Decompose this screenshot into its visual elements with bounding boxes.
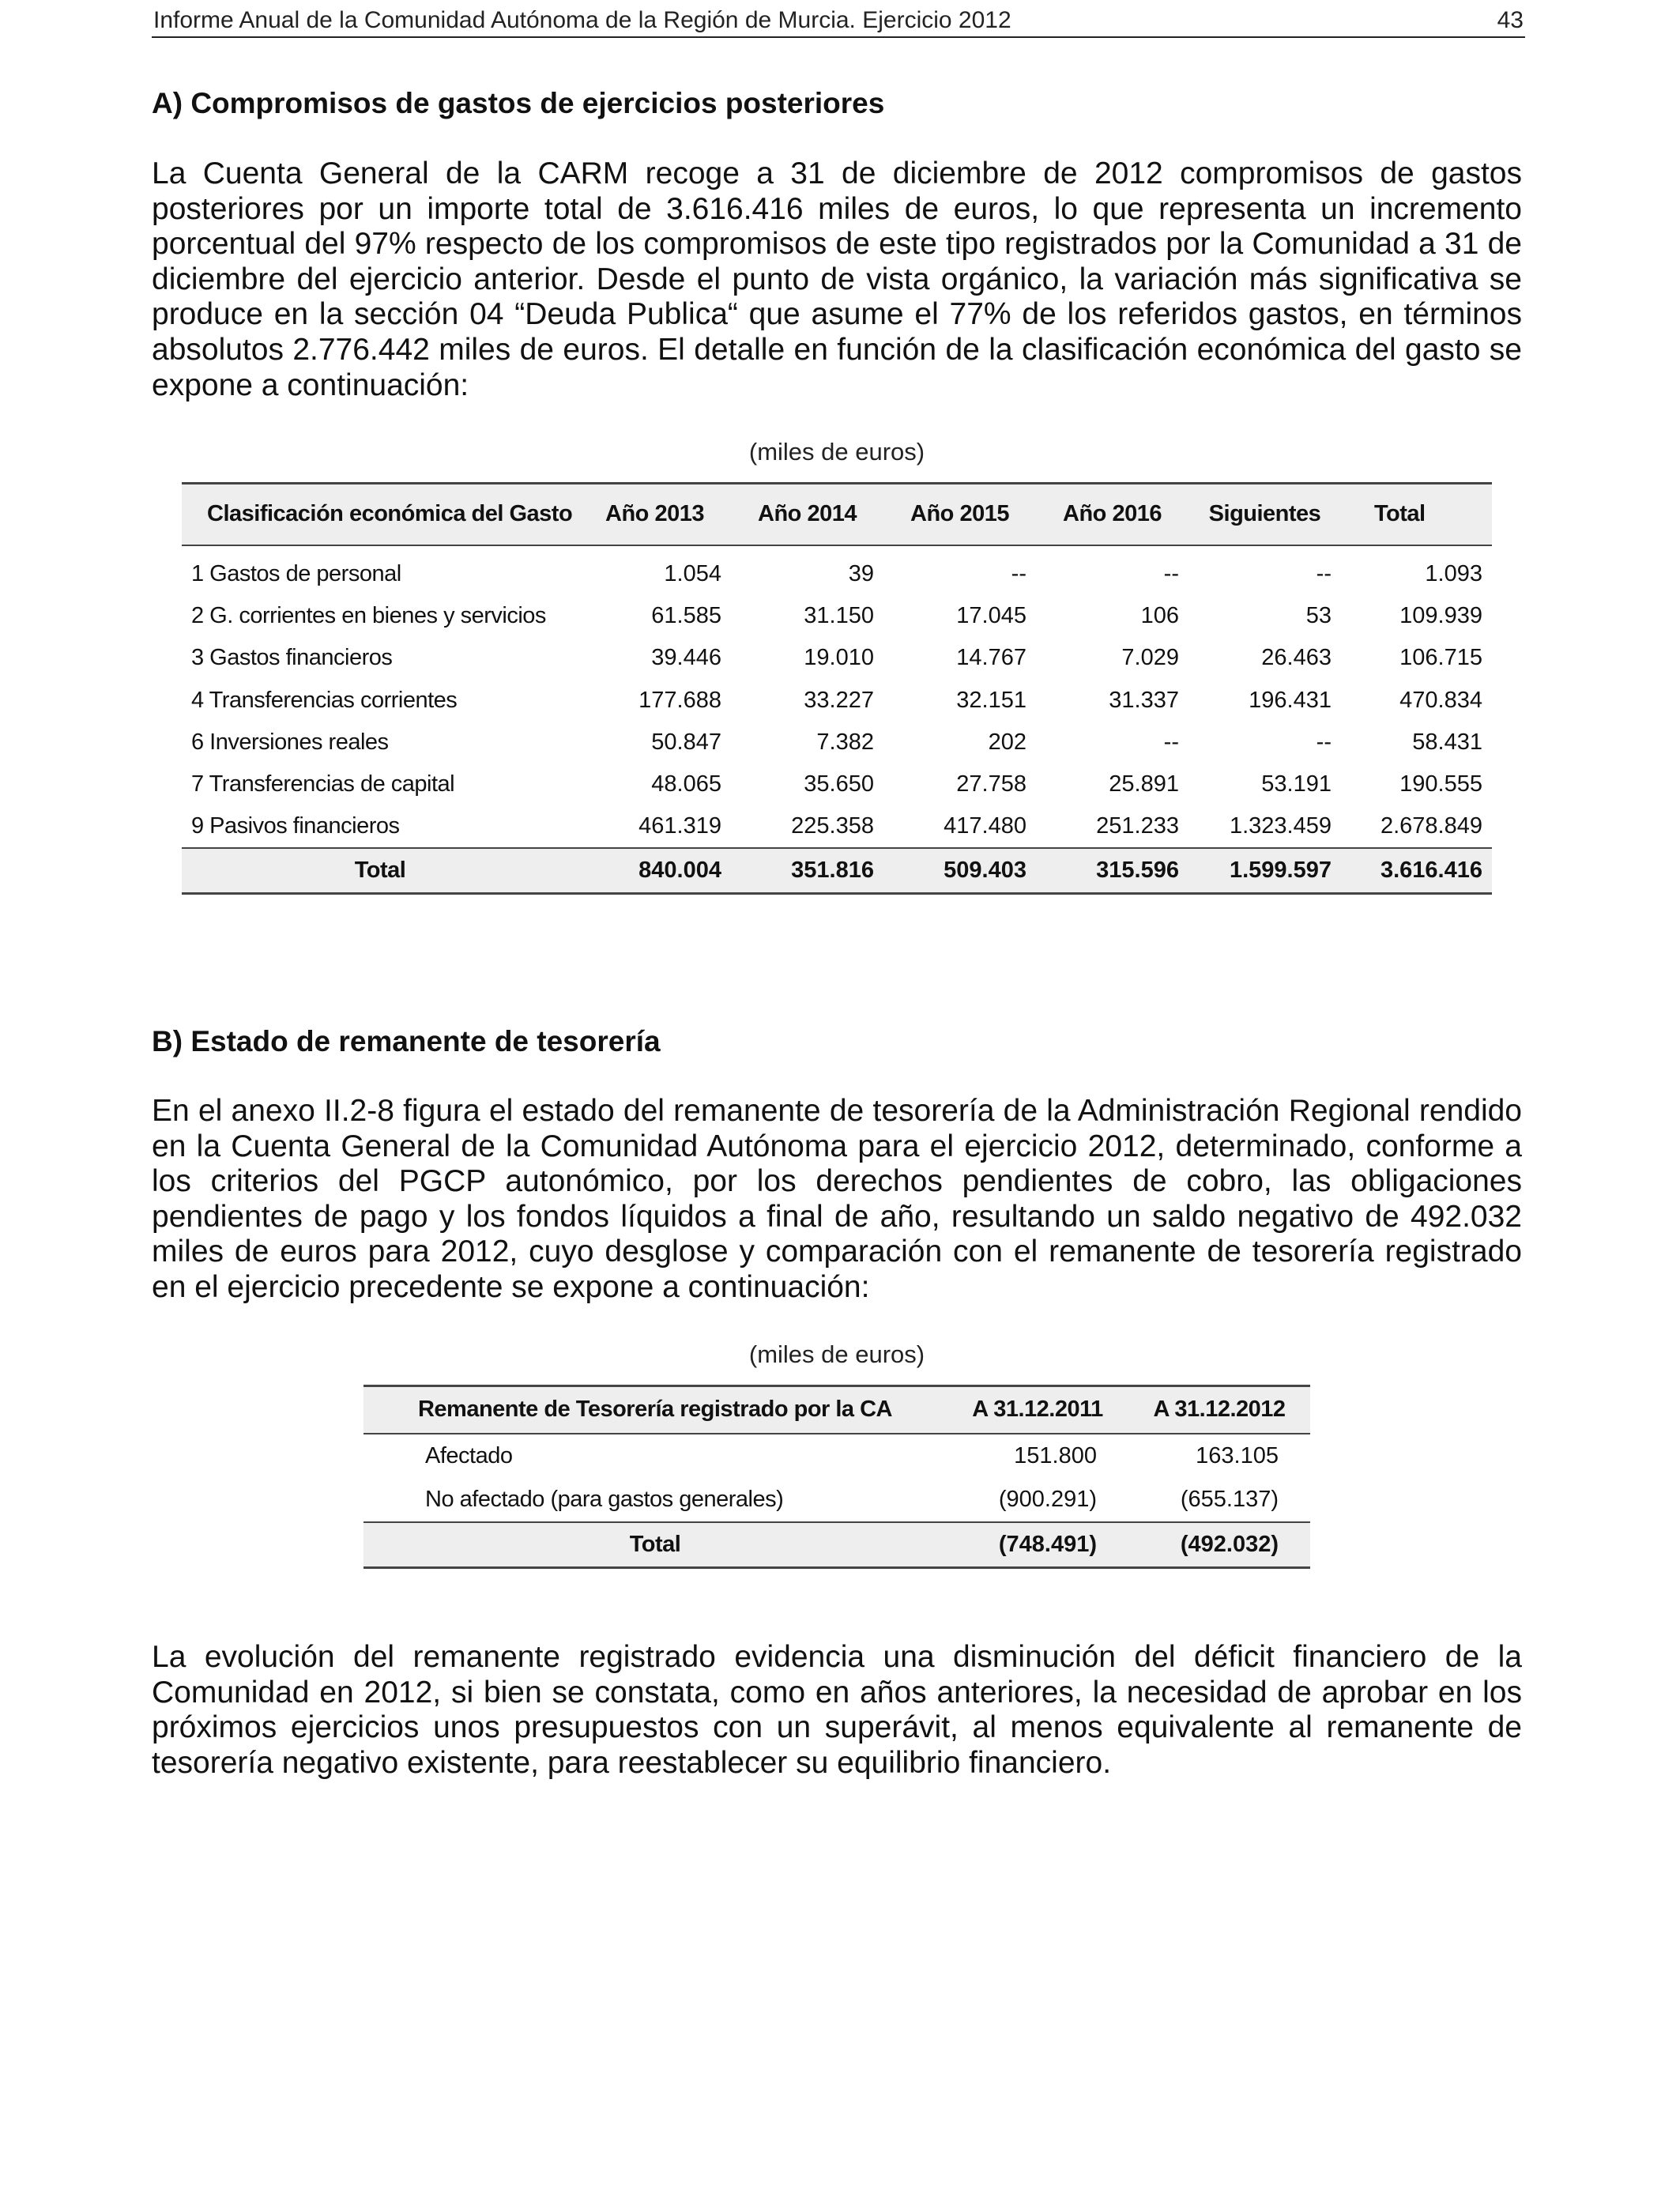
table-row xyxy=(182,595,1492,637)
table-cell: 202 xyxy=(988,729,1026,755)
table-header-row xyxy=(182,484,1492,545)
section-a-heading: A) Compromisos de gastos de ejercicios posteriores xyxy=(152,87,885,119)
table-cell: 163.105 xyxy=(1196,1442,1279,1468)
total-cell: 315.596 xyxy=(1036,848,1188,894)
table-cell: 7.382 xyxy=(816,729,874,755)
table-row xyxy=(182,763,1492,805)
table-row xyxy=(182,722,1492,763)
table-cell: 17.045 xyxy=(956,602,1026,628)
table-cell: -- xyxy=(1316,560,1332,586)
row-label: 3 Gastos financieros xyxy=(191,645,393,671)
total-cell: 840.004 xyxy=(578,848,731,894)
table-row xyxy=(363,1434,1310,1478)
column-header: Año 2013 xyxy=(578,484,731,545)
column-header: Año 2014 xyxy=(731,484,883,545)
table-cell: 26.463 xyxy=(1261,645,1332,671)
table-row xyxy=(363,1478,1310,1522)
total-cell: 1.599.597 xyxy=(1188,848,1341,894)
table-cell: 225.358 xyxy=(791,812,874,839)
section-b-conclusion: La evolución del remanente registrado evidencia una disminución del déficit financiero de la Comunidad en 2012, si bien se constata, como en años anteriores, la necesidad de aprobar en los próximos ejercicios unos presupuestos con un superávit, al menos equivalente al remanente de tesorería negativo existente, para reestablecer su equilibrio financiero. xyxy=(152,1640,1522,1780)
table-row xyxy=(182,679,1492,721)
table-cell: 61.585 xyxy=(651,602,721,628)
table-cell: -- xyxy=(1011,560,1026,586)
table-cell: -- xyxy=(1316,729,1332,755)
row-label: 9 Pasivos financieros xyxy=(191,812,400,839)
total-cell: (748.491) xyxy=(947,1522,1128,1568)
table-cell: 27.758 xyxy=(956,771,1026,797)
table-cell: 39 xyxy=(848,560,874,586)
table-cell: 251.233 xyxy=(1096,812,1179,839)
table-total-row xyxy=(182,848,1492,894)
table-cell: 48.065 xyxy=(651,771,721,797)
table-cell: 31.337 xyxy=(1109,687,1179,713)
column-header: A 31.12.2011 xyxy=(947,1386,1128,1434)
column-header: Clasificación económica del Gasto xyxy=(182,484,578,545)
table-cell: 1.093 xyxy=(1425,560,1482,586)
column-header: A 31.12.2012 xyxy=(1128,1386,1310,1434)
page-number: 43 xyxy=(1497,7,1524,33)
table-cell: 2.678.849 xyxy=(1380,812,1482,839)
commitments-table xyxy=(182,482,1492,895)
section-b-paragraph: En el anexo II.2-8 figura el estado del remanente de tesorería de la Administración Regional rendido en la Cuenta General de la Comunidad Autónoma para el ejercicio 2012, determinado, conforme a los criterios del PGCP autonómico, por los derechos pendientes de cobro, las obligaciones pendientes de pago y los fondos líquidos a final de año, resultando un saldo negativo de 492.032 miles de euros para 2012, cuyo desglose y comparación con el remanente de tesorería registrado en el ejercicio precedente se expone a continuación: xyxy=(152,1094,1522,1304)
column-header: Total xyxy=(1341,484,1492,545)
table-cell: 31.150 xyxy=(804,602,874,628)
total-cell: 351.816 xyxy=(731,848,883,894)
row-label: No afectado (para gastos generales) xyxy=(425,1486,784,1512)
table-cell: (655.137) xyxy=(1180,1486,1279,1512)
column-header: Siguientes xyxy=(1188,484,1341,545)
table-cell: 35.650 xyxy=(804,771,874,797)
column-header: Año 2016 xyxy=(1036,484,1188,545)
table-cell: -- xyxy=(1163,560,1179,586)
table-cell: 53.191 xyxy=(1261,771,1332,797)
table2-caption: (miles de euros) xyxy=(748,1340,925,1368)
table-cell: 470.834 xyxy=(1399,687,1482,713)
section-b-heading: B) Estado de remanente de tesorería xyxy=(152,1025,661,1057)
table-cell: -- xyxy=(1163,729,1179,755)
row-label: 1 Gastos de personal xyxy=(191,560,401,586)
table-cell: 177.688 xyxy=(638,687,721,713)
table-cell: 417.480 xyxy=(944,812,1026,839)
table-cell: 1.323.459 xyxy=(1229,812,1332,839)
table-cell: 50.847 xyxy=(651,729,721,755)
treasury-surplus-table xyxy=(363,1385,1310,1569)
table-cell: 151.800 xyxy=(1014,1442,1097,1468)
table-cell: 196.431 xyxy=(1249,687,1332,713)
table-row xyxy=(182,805,1492,847)
table-cell: 39.446 xyxy=(651,645,721,671)
table-cell: 19.010 xyxy=(804,645,874,671)
table-row xyxy=(182,637,1492,679)
total-cell: (492.032) xyxy=(1128,1522,1310,1568)
section-a-paragraph: La Cuenta General de la CARM recoge a 31 de diciembre de 2012 compromisos de gastos posteriores por un importe total de 3.616.416 miles de euros, lo que representa un incremento porcentual del 97% respecto de los compromisos de este tipo registrados por la Comunidad a 31 de diciembre del ejercicio anterior. Desde el punto de vista orgánico, la variación más significativa se produce en la sección 04 “Deuda Publica“ que asume el 77% de los referidos gastos, en términos absolutos 2.776.442 miles de euros. El detalle en función de la clasificación económica del gasto se expone a continuación: xyxy=(152,156,1522,402)
table-cell: 25.891 xyxy=(1109,771,1179,797)
table1-caption: (miles de euros) xyxy=(748,438,925,466)
table-header-row xyxy=(363,1386,1310,1434)
row-label: 2 G. corrientes en bienes y servicios xyxy=(191,602,546,628)
total-cell: 509.403 xyxy=(883,848,1036,894)
table-cell: 106 xyxy=(1140,602,1179,628)
table-cell: 53 xyxy=(1305,602,1332,628)
total-label: Total xyxy=(182,848,578,894)
row-label: 4 Transferencias corrientes xyxy=(191,687,458,713)
table-cell: 109.939 xyxy=(1399,602,1482,628)
running-header xyxy=(152,5,1525,38)
column-header: Año 2015 xyxy=(883,484,1036,545)
table-total-row xyxy=(363,1522,1310,1568)
table-cell: 190.555 xyxy=(1399,771,1482,797)
table-cell: 33.227 xyxy=(804,687,874,713)
row-label: Afectado xyxy=(425,1442,513,1468)
total-cell: 3.616.416 xyxy=(1341,848,1492,894)
table-cell: 58.431 xyxy=(1412,729,1482,755)
table-cell: 14.767 xyxy=(956,645,1026,671)
table-cell: 106.715 xyxy=(1399,645,1482,671)
table-cell: 32.151 xyxy=(956,687,1026,713)
column-header: Remanente de Tesorería registrado por la CA xyxy=(363,1386,947,1434)
row-label: 7 Transferencias de capital xyxy=(191,771,455,797)
header-title: Informe Anual de la Comunidad Autónoma de la Región de Murcia. Ejercicio 2012 xyxy=(153,7,1011,33)
row-label: 6 Inversiones reales xyxy=(191,729,389,755)
table-cell: (900.291) xyxy=(998,1486,1097,1512)
table-cell: 461.319 xyxy=(638,812,721,839)
table-cell: 7.029 xyxy=(1121,645,1179,671)
table-row xyxy=(182,553,1492,595)
table-cell: 1.054 xyxy=(664,560,721,586)
total-label: Total xyxy=(363,1522,947,1568)
